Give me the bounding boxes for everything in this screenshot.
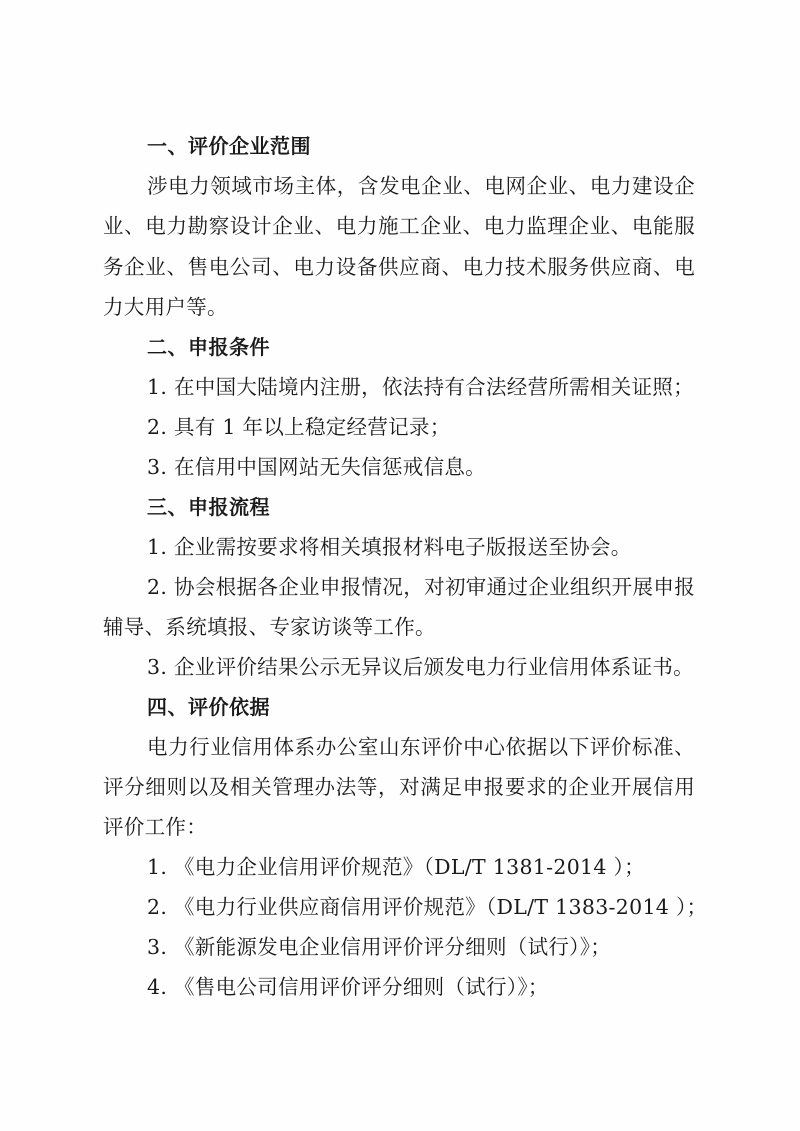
- list-item: 辅导、系统填报、专家访谈等工作。: [103, 615, 436, 639]
- section-heading-1: 一、评价企业范围: [147, 134, 311, 158]
- list-item: 1. 企业需按要求将相关填报材料电子版报送至协会。: [147, 535, 632, 559]
- section-heading-4: 四、评价依据: [147, 695, 270, 719]
- section-heading-3: 三、申报流程: [147, 495, 270, 519]
- paragraph-line: 电力行业信用体系办公室山东评价中心依据以下评价标准、: [147, 735, 695, 759]
- list-item: 1. 《电力企业信用评价规范》（DL/T 1381-2014 ）；: [147, 855, 645, 879]
- paragraph-line: 业、电力勘察设计企业、电力施工企业、电力监理企业、电能服: [103, 214, 695, 238]
- list-item: 2. 协会根据各企业申报情况，对初审通过企业组织开展申报: [147, 575, 695, 599]
- paragraph-line: 力大用户等。: [103, 295, 228, 319]
- list-item: 3. 企业评价结果公示无异议后颁发电力行业信用体系证书。: [147, 655, 694, 679]
- paragraph-line: 评分细则以及相关管理办法等，对满足申报要求的企业开展信用: [103, 775, 695, 799]
- list-item: 2. 具有 1 年以上稳定经营记录；: [147, 415, 451, 439]
- list-item: 2. 《电力行业供应商信用评价规范》（DL/T 1383-2014 ）；: [147, 895, 708, 919]
- paragraph-line: 务企业、售电公司、电力设备供应商、电力技术服务供应商、电: [103, 255, 695, 279]
- paragraph-line: 评价工作：: [103, 815, 207, 839]
- list-item: 4. 《售电公司信用评价评分细则（试行）》；: [147, 975, 549, 999]
- section-heading-2: 二、申报条件: [147, 335, 270, 359]
- list-item: 1. 在中国大陆境内注册，依法持有合法经营所需相关证照；: [147, 375, 694, 399]
- list-item: 3. 在信用中国网站无失信惩戒信息。: [147, 455, 486, 479]
- paragraph-line: 涉电力领域市场主体，含发电企业、电网企业、电力建设企: [147, 174, 695, 198]
- list-item: 3. 《新能源发电企业信用评价评分细则（试行）》；: [147, 935, 612, 959]
